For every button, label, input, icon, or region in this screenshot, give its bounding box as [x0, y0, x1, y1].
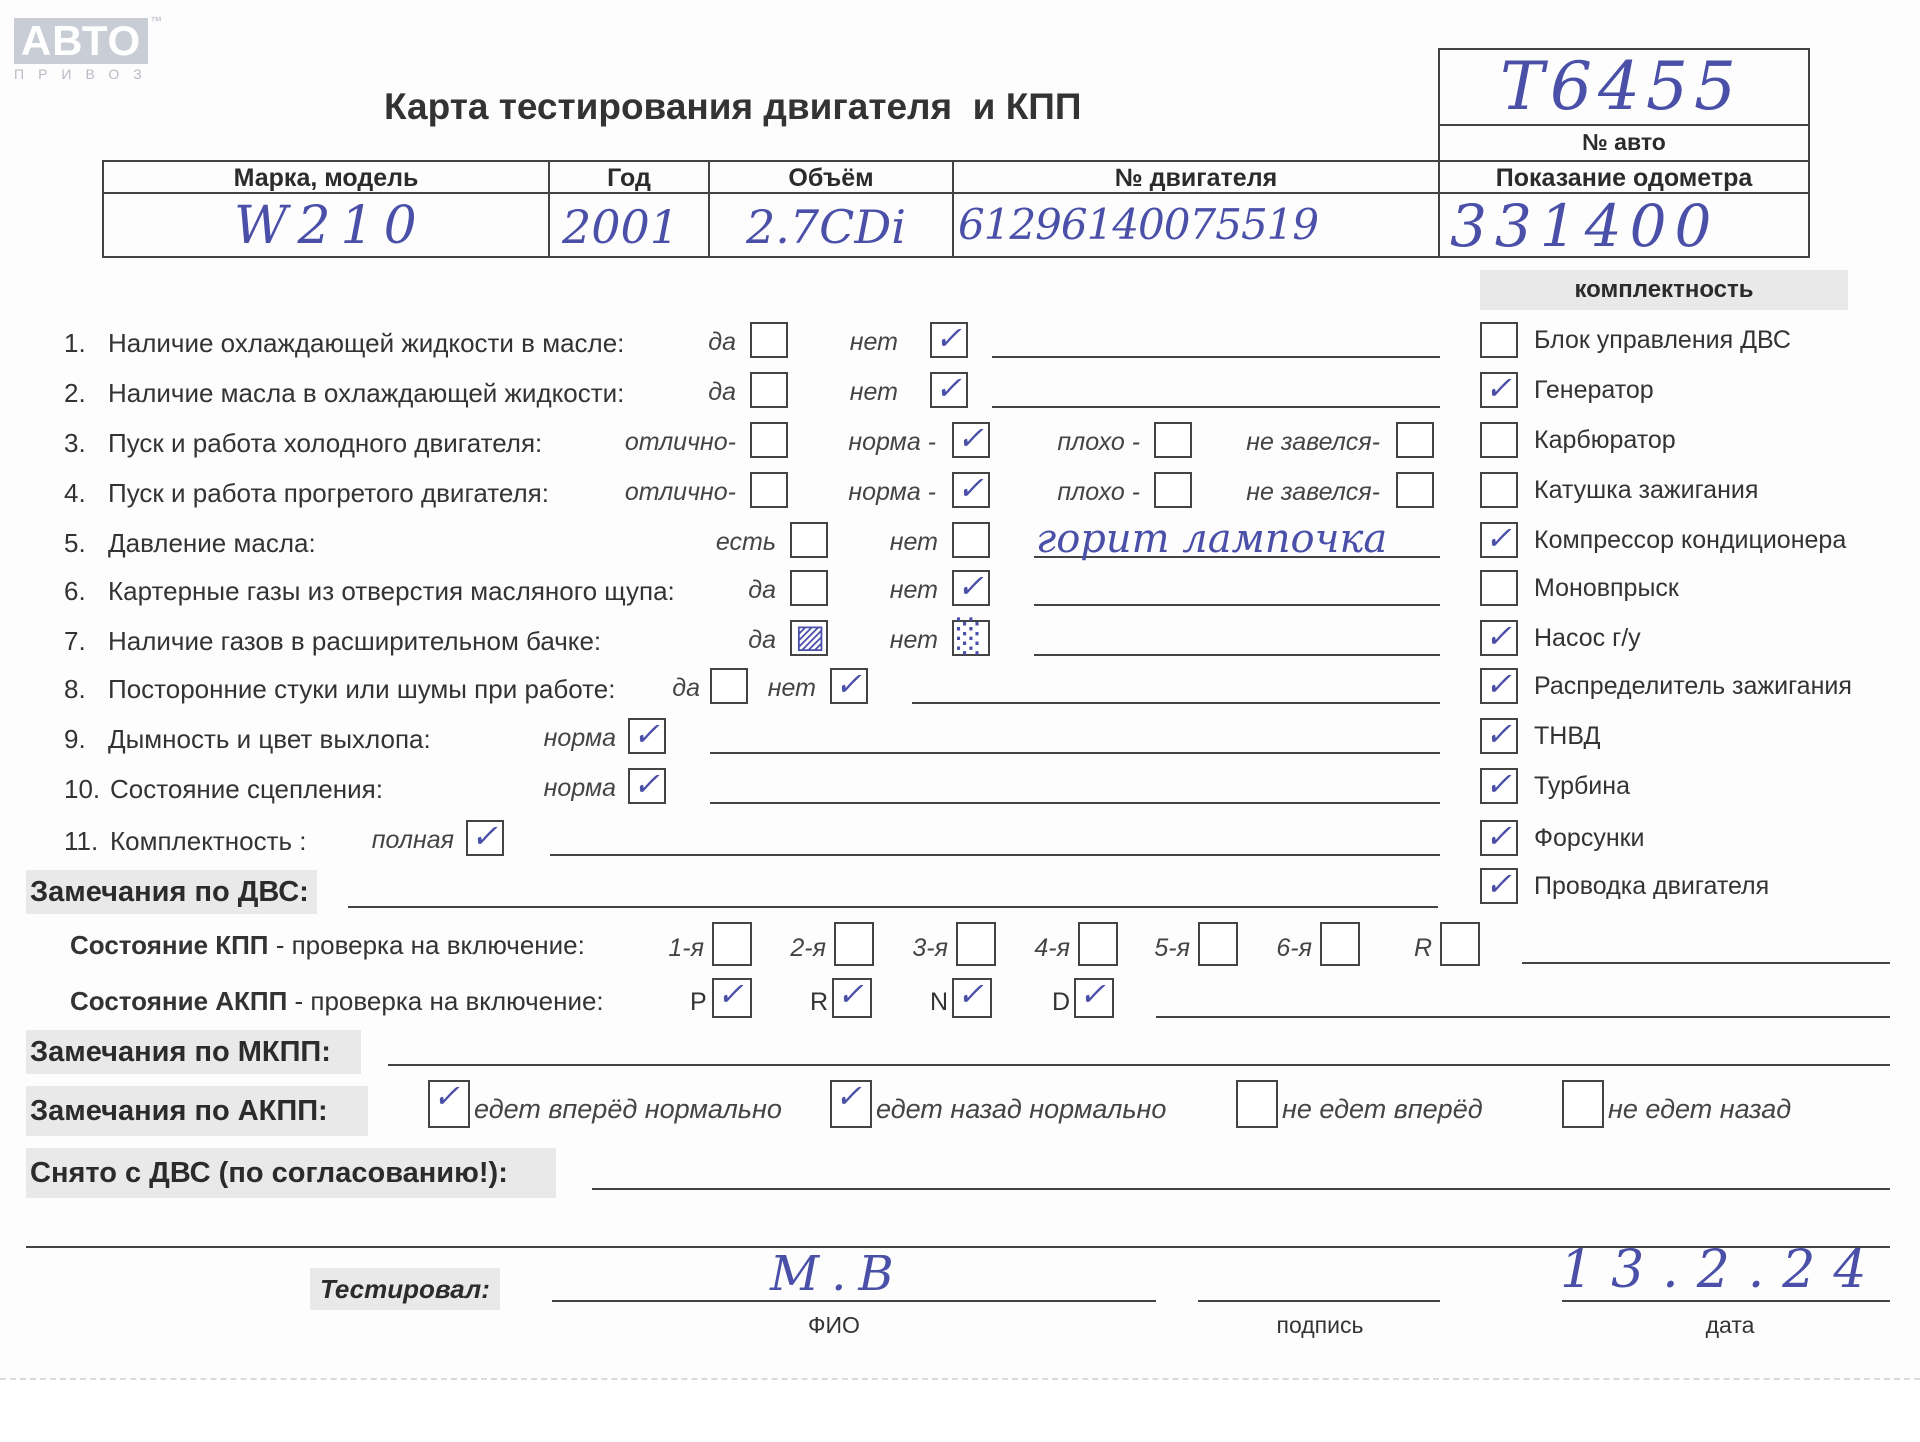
remarks-dvs-label: Замечания по ДВС: — [26, 870, 317, 914]
check-9-option-1-label: норма — [543, 724, 616, 752]
check-2-option-2-checkbox[interactable] — [930, 369, 968, 408]
check-3-option-3-label: плохо - — [1057, 428, 1140, 456]
check-5-option-2-checkbox[interactable] — [952, 522, 990, 558]
auto-number-label: № авто — [1582, 129, 1666, 155]
check-1-option-2-label: нет — [849, 328, 898, 356]
check-5-option-1-checkbox[interactable] — [790, 522, 828, 558]
check-3-option-2-checkbox[interactable] — [952, 419, 990, 458]
check-7-option-1-label: да — [748, 626, 776, 654]
check-2-text: Наличие масла в охлаждающей жидкости: — [108, 378, 625, 408]
check-2-option-1-label: да — [708, 378, 736, 406]
check-3-text: Пуск и работа холодного двигателя: — [108, 428, 543, 458]
kpp-gear-7-checkbox[interactable] — [1440, 922, 1480, 966]
paper-edge — [0, 1378, 1920, 1442]
akpp-gear-3-label: N — [930, 988, 949, 1016]
check-5-option-2-label: нет — [889, 528, 938, 556]
check-8-option-2-checkbox-mark: ✓ — [835, 665, 862, 703]
akpp-line[interactable] — [1156, 1016, 1890, 1018]
komplekt-12-checkbox-mark: ✓ — [1485, 865, 1512, 903]
komplekt-7-label: Насос г/у — [1534, 624, 1641, 652]
check-8-option-2-label: нет — [767, 674, 816, 702]
kpp-gear-6-checkbox[interactable] — [1320, 922, 1360, 966]
check-3-option-1-label: отлично- — [624, 428, 736, 456]
check-8-option-2-checkbox[interactable] — [830, 665, 868, 704]
signature-caption: подпись — [1276, 1312, 1364, 1338]
logo-tm: ™ — [150, 14, 162, 28]
kpp-gear-7-label: R — [1413, 934, 1432, 962]
komplekt-12-checkbox[interactable] — [1480, 865, 1518, 904]
komplekt-5-checkbox-mark: ✓ — [1485, 519, 1512, 557]
check-6-text: Картерные газы из отверстия масляного щупа: — [108, 576, 675, 606]
check-6-option-2-label: нет — [889, 576, 938, 604]
date-line[interactable] — [1562, 1300, 1890, 1302]
fio-caption: ФИО — [808, 1312, 860, 1338]
table-header-odometer: Показание одометра — [1438, 160, 1810, 194]
removed-line[interactable] — [592, 1188, 1890, 1190]
check-10-option-1-label: норма — [543, 774, 616, 802]
akpp-label: Состояние АКПП - проверка на включение: — [70, 986, 604, 1016]
table-header-volume: Объём — [708, 160, 954, 194]
komplekt-10-label: Турбина — [1534, 772, 1630, 800]
akpp-gear-4-mark: ✓ — [1079, 975, 1106, 1013]
check-6-option-2-checkbox-mark: ✓ — [957, 567, 984, 605]
remarks-dvs-line[interactable] — [348, 906, 1438, 908]
check-1-option-2-checkbox-mark: ✓ — [935, 319, 962, 357]
kpp-gear-5-checkbox[interactable] — [1198, 922, 1238, 966]
date-value: 13.2.24 — [1560, 1240, 1885, 1300]
check-9-option-1-checkbox-mark: ✓ — [633, 715, 660, 753]
akpp-gear-1-label: P — [690, 988, 707, 1016]
check-4-option-2-label: норма - — [848, 478, 936, 506]
check-1-option-1-label: да — [708, 328, 736, 356]
akpp-remark-4-checkbox[interactable] — [1562, 1080, 1604, 1128]
check-4-option-2-checkbox-mark: ✓ — [957, 469, 984, 507]
check-4-number: 4. — [64, 478, 86, 508]
check-4-text: Пуск и работа прогретого двигателя: — [108, 478, 549, 508]
kpp-gear-2-checkbox[interactable] — [834, 922, 874, 966]
akpp-remark-2-checkbox[interactable] — [830, 1077, 872, 1128]
auto-number-label-cell — [1438, 124, 1810, 162]
table-value-engine-no-cell — [952, 192, 1440, 258]
logo-main: АВТО — [14, 18, 148, 64]
tested-label: Тестировал: — [310, 1268, 500, 1310]
table-value-volume-cell — [708, 192, 954, 258]
komplekt-2-checkbox-mark: ✓ — [1485, 369, 1512, 407]
auto-number-box — [1438, 48, 1810, 126]
check-1-number: 1. — [64, 328, 86, 358]
akpp-gear-2-label: R — [810, 988, 829, 1016]
check-7-note-line[interactable] — [1034, 654, 1440, 656]
check-11-note-line[interactable] — [550, 854, 1440, 856]
kpp-gear-5-label: 5-я — [1154, 934, 1190, 962]
akpp-remark-1-mark: ✓ — [433, 1077, 460, 1115]
komplekt-7-checkbox-mark: ✓ — [1485, 617, 1512, 655]
akpp-remark-3-label: не едет вперёд — [1282, 1094, 1483, 1124]
kpp-gear-1-checkbox[interactable] — [712, 922, 752, 966]
table-header-year: Год — [548, 160, 710, 194]
check-11-option-1-label: полная — [371, 826, 454, 854]
komplekt-8-checkbox[interactable] — [1480, 665, 1518, 704]
akpp-gear-4-checkbox[interactable] — [1074, 975, 1114, 1018]
komplekt-3-label: Карбюратор — [1534, 426, 1676, 454]
check-5-text: Давление масла: — [108, 528, 316, 558]
check-1-text: Наличие охлаждающей жидкости в масле: — [108, 328, 625, 358]
check-2-option-1-checkbox[interactable] — [750, 372, 788, 408]
komplekt-7-checkbox[interactable] — [1480, 617, 1518, 656]
komplekt-5-checkbox[interactable] — [1480, 519, 1518, 558]
check-3-option-2-label: норма - — [848, 428, 936, 456]
table-value-year-cell — [548, 192, 710, 258]
table-value-volume: 2.7CDi — [746, 200, 906, 254]
komplekt-6-label: Моновпрыск — [1534, 574, 1679, 602]
komplekt-10-checkbox[interactable] — [1480, 765, 1518, 804]
komplekt-3-checkbox[interactable] — [1480, 422, 1518, 458]
akpp-gear-3-checkbox[interactable] — [952, 975, 992, 1018]
check-8-text: Посторонние стуки или шумы при работе: — [108, 674, 616, 704]
akpp-gear-2-mark: ✓ — [837, 975, 864, 1013]
check-2-number: 2. — [64, 378, 86, 408]
check-6-option-1-checkbox[interactable] — [790, 570, 828, 606]
check-4-option-4-checkbox[interactable] — [1396, 472, 1434, 508]
check-7-option-1-checkbox[interactable] — [790, 617, 828, 656]
remarks-akpp-label: Замечания по АКПП: — [26, 1086, 368, 1136]
check-10-option-1-checkbox[interactable] — [628, 765, 666, 804]
fio-value: М.В — [770, 1246, 906, 1302]
kpp-gear-6-label: 6-я — [1276, 934, 1312, 962]
akpp-gear-3-mark: ✓ — [957, 975, 984, 1013]
check-7-option-2-label: нет — [889, 626, 938, 654]
kpp-line[interactable] — [1522, 962, 1890, 964]
check-4-option-3-label: плохо - — [1057, 478, 1140, 506]
akpp-gear-1-checkbox[interactable] — [712, 975, 752, 1018]
check-10-note-line[interactable] — [710, 802, 1440, 804]
check-3-option-1-checkbox[interactable] — [750, 422, 788, 458]
akpp-remark-3-checkbox[interactable] — [1236, 1080, 1278, 1128]
check-7-option-2-checkbox[interactable] — [952, 617, 990, 656]
check-6-option-1-label: да — [748, 576, 776, 604]
komplekt-5-label: Компрессор кондиционера — [1534, 526, 1847, 554]
table-value-engine-no: 61296140075519 — [958, 200, 1319, 249]
check-6-note-line[interactable] — [1034, 604, 1440, 606]
komplekt-8-checkbox-mark: ✓ — [1485, 665, 1512, 703]
check-6-number: 6. — [64, 576, 86, 606]
check-9-note-line[interactable] — [710, 752, 1440, 754]
komplekt-1-checkbox[interactable] — [1480, 322, 1518, 358]
komplekt-2-label: Генератор — [1534, 376, 1654, 404]
komplekt-4-checkbox[interactable] — [1480, 472, 1518, 508]
page-title: Карта тестирования двигателя и КПП — [384, 86, 1082, 127]
logo-sub: ПРИВОЗ — [14, 66, 156, 82]
komplekt-11-checkbox[interactable] — [1480, 817, 1518, 856]
check-8-option-1-checkbox[interactable] — [710, 668, 748, 704]
check-3-option-2-checkbox-mark: ✓ — [957, 419, 984, 457]
logo — [14, 14, 164, 88]
check-8-note-line[interactable] — [912, 702, 1440, 704]
check-7-text: Наличие газов в расширительном бачке: — [108, 626, 602, 656]
komplekt-11-checkbox-mark: ✓ — [1485, 817, 1512, 855]
check-11-number: 11. — [64, 826, 99, 856]
kpp-gear-3-checkbox[interactable] — [956, 922, 996, 966]
check-3-number: 3. — [64, 428, 86, 458]
akpp-remark-1-label: едет вперёд нормально — [474, 1094, 782, 1124]
kpp-label: Состояние КПП - проверка на включение: — [70, 930, 585, 960]
check-9-text: Дымность и цвет выхлопа: — [108, 724, 431, 754]
check-9-number: 9. — [64, 724, 86, 754]
check-6-option-2-checkbox[interactable] — [952, 567, 990, 606]
check-5-option-1-label: есть — [715, 528, 776, 556]
akpp-gear-1-mark: ✓ — [717, 975, 744, 1013]
check-7-option-1-checkbox-mark: ▨ — [795, 617, 826, 655]
kpp-gear-2-label: 2-я — [790, 934, 826, 962]
check-4-option-1-label: отлично- — [624, 478, 736, 506]
check-2-option-2-label: нет — [849, 378, 898, 406]
komplekt-10-checkbox-mark: ✓ — [1485, 765, 1512, 803]
check-4-option-4-label: не завелся- — [1246, 478, 1380, 506]
akpp-remark-2-mark: ✓ — [835, 1077, 862, 1115]
komplekt-11-label: Форсунки — [1534, 824, 1645, 852]
check-1-option-2-checkbox[interactable] — [930, 319, 968, 358]
table-value-model: W210 — [234, 196, 427, 256]
check-1-option-1-checkbox[interactable] — [750, 322, 788, 358]
check-5-number: 5. — [64, 528, 86, 558]
check-5-note: горит лампочка — [1036, 516, 1388, 562]
komplekt-4-label: Катушка зажигания — [1534, 476, 1759, 504]
table-header-model: Марка, модель — [102, 160, 550, 194]
check-2-note-line[interactable] — [992, 406, 1440, 408]
komplektnost-header: комплектность — [1480, 270, 1848, 310]
kpp-gear-1-label: 1-я — [668, 934, 704, 962]
komplekt-9-label: ТНВД — [1534, 722, 1601, 750]
komplekt-9-checkbox[interactable] — [1480, 715, 1518, 754]
check-1-note-line[interactable] — [992, 356, 1440, 358]
table-value-odometer: 331400 — [1450, 192, 1720, 260]
akpp-gear-4-label: D — [1052, 988, 1071, 1016]
table-header-engine-no: № двигателя — [952, 160, 1440, 194]
komplekt-2-checkbox[interactable] — [1480, 369, 1518, 408]
check-11-text: Комплектность : — [110, 826, 307, 856]
check-8-option-1-label: да — [672, 674, 700, 702]
table-value-model-cell — [102, 192, 550, 258]
date-caption: дата — [1705, 1312, 1755, 1338]
remarks-mkpp-label: Замечания по МКПП: — [26, 1030, 361, 1074]
check-4-option-3-checkbox[interactable] — [1154, 472, 1192, 508]
akpp-remark-2-label: едет назад нормально — [876, 1094, 1167, 1124]
removed-label: Снято с ДВС (по согласованию!): — [26, 1148, 556, 1198]
remarks-mkpp-line[interactable] — [388, 1064, 1890, 1066]
akpp-remark-1-checkbox[interactable] — [428, 1077, 470, 1128]
table-value-odometer-cell — [1438, 192, 1810, 258]
check-11-option-1-checkbox-mark: ✓ — [471, 817, 498, 855]
akpp-gear-2-checkbox[interactable] — [832, 975, 872, 1018]
check-7-option-2-checkbox-mark: ░ — [957, 617, 982, 655]
akpp-remark-4-label: не едет назад — [1608, 1094, 1792, 1124]
komplekt-12-label: Проводка двигателя — [1534, 872, 1770, 900]
komplekt-8-label: Распределитель зажигания — [1534, 672, 1852, 700]
kpp-gear-4-checkbox[interactable] — [1078, 922, 1118, 966]
kpp-gear-4-label: 4-я — [1034, 934, 1070, 962]
check-8-number: 8. — [64, 674, 86, 704]
check-7-number: 7. — [64, 626, 86, 656]
check-3-option-3-checkbox[interactable] — [1154, 422, 1192, 458]
check-3-option-4-label: не завелся- — [1246, 428, 1380, 456]
check-4-option-2-checkbox[interactable] — [952, 469, 990, 508]
check-4-option-1-checkbox[interactable] — [750, 472, 788, 508]
komplekt-1-label: Блок управления ДВС — [1534, 326, 1791, 354]
table-value-year: 2001 — [562, 200, 680, 254]
check-2-option-2-checkbox-mark: ✓ — [935, 369, 962, 407]
signature-line[interactable] — [1198, 1300, 1440, 1302]
check-10-number: 10. — [64, 774, 101, 804]
check-9-option-1-checkbox[interactable] — [628, 715, 666, 754]
check-3-option-4-checkbox[interactable] — [1396, 422, 1434, 458]
auto-number-value: T6455 — [1500, 48, 1742, 125]
komplekt-9-checkbox-mark: ✓ — [1485, 715, 1512, 753]
komplekt-6-checkbox[interactable] — [1480, 570, 1518, 606]
check-10-text: Состояние сцепления: — [110, 774, 383, 804]
check-11-option-1-checkbox[interactable] — [466, 817, 504, 856]
kpp-gear-3-label: 3-я — [912, 934, 948, 962]
check-10-option-1-checkbox-mark: ✓ — [633, 765, 660, 803]
